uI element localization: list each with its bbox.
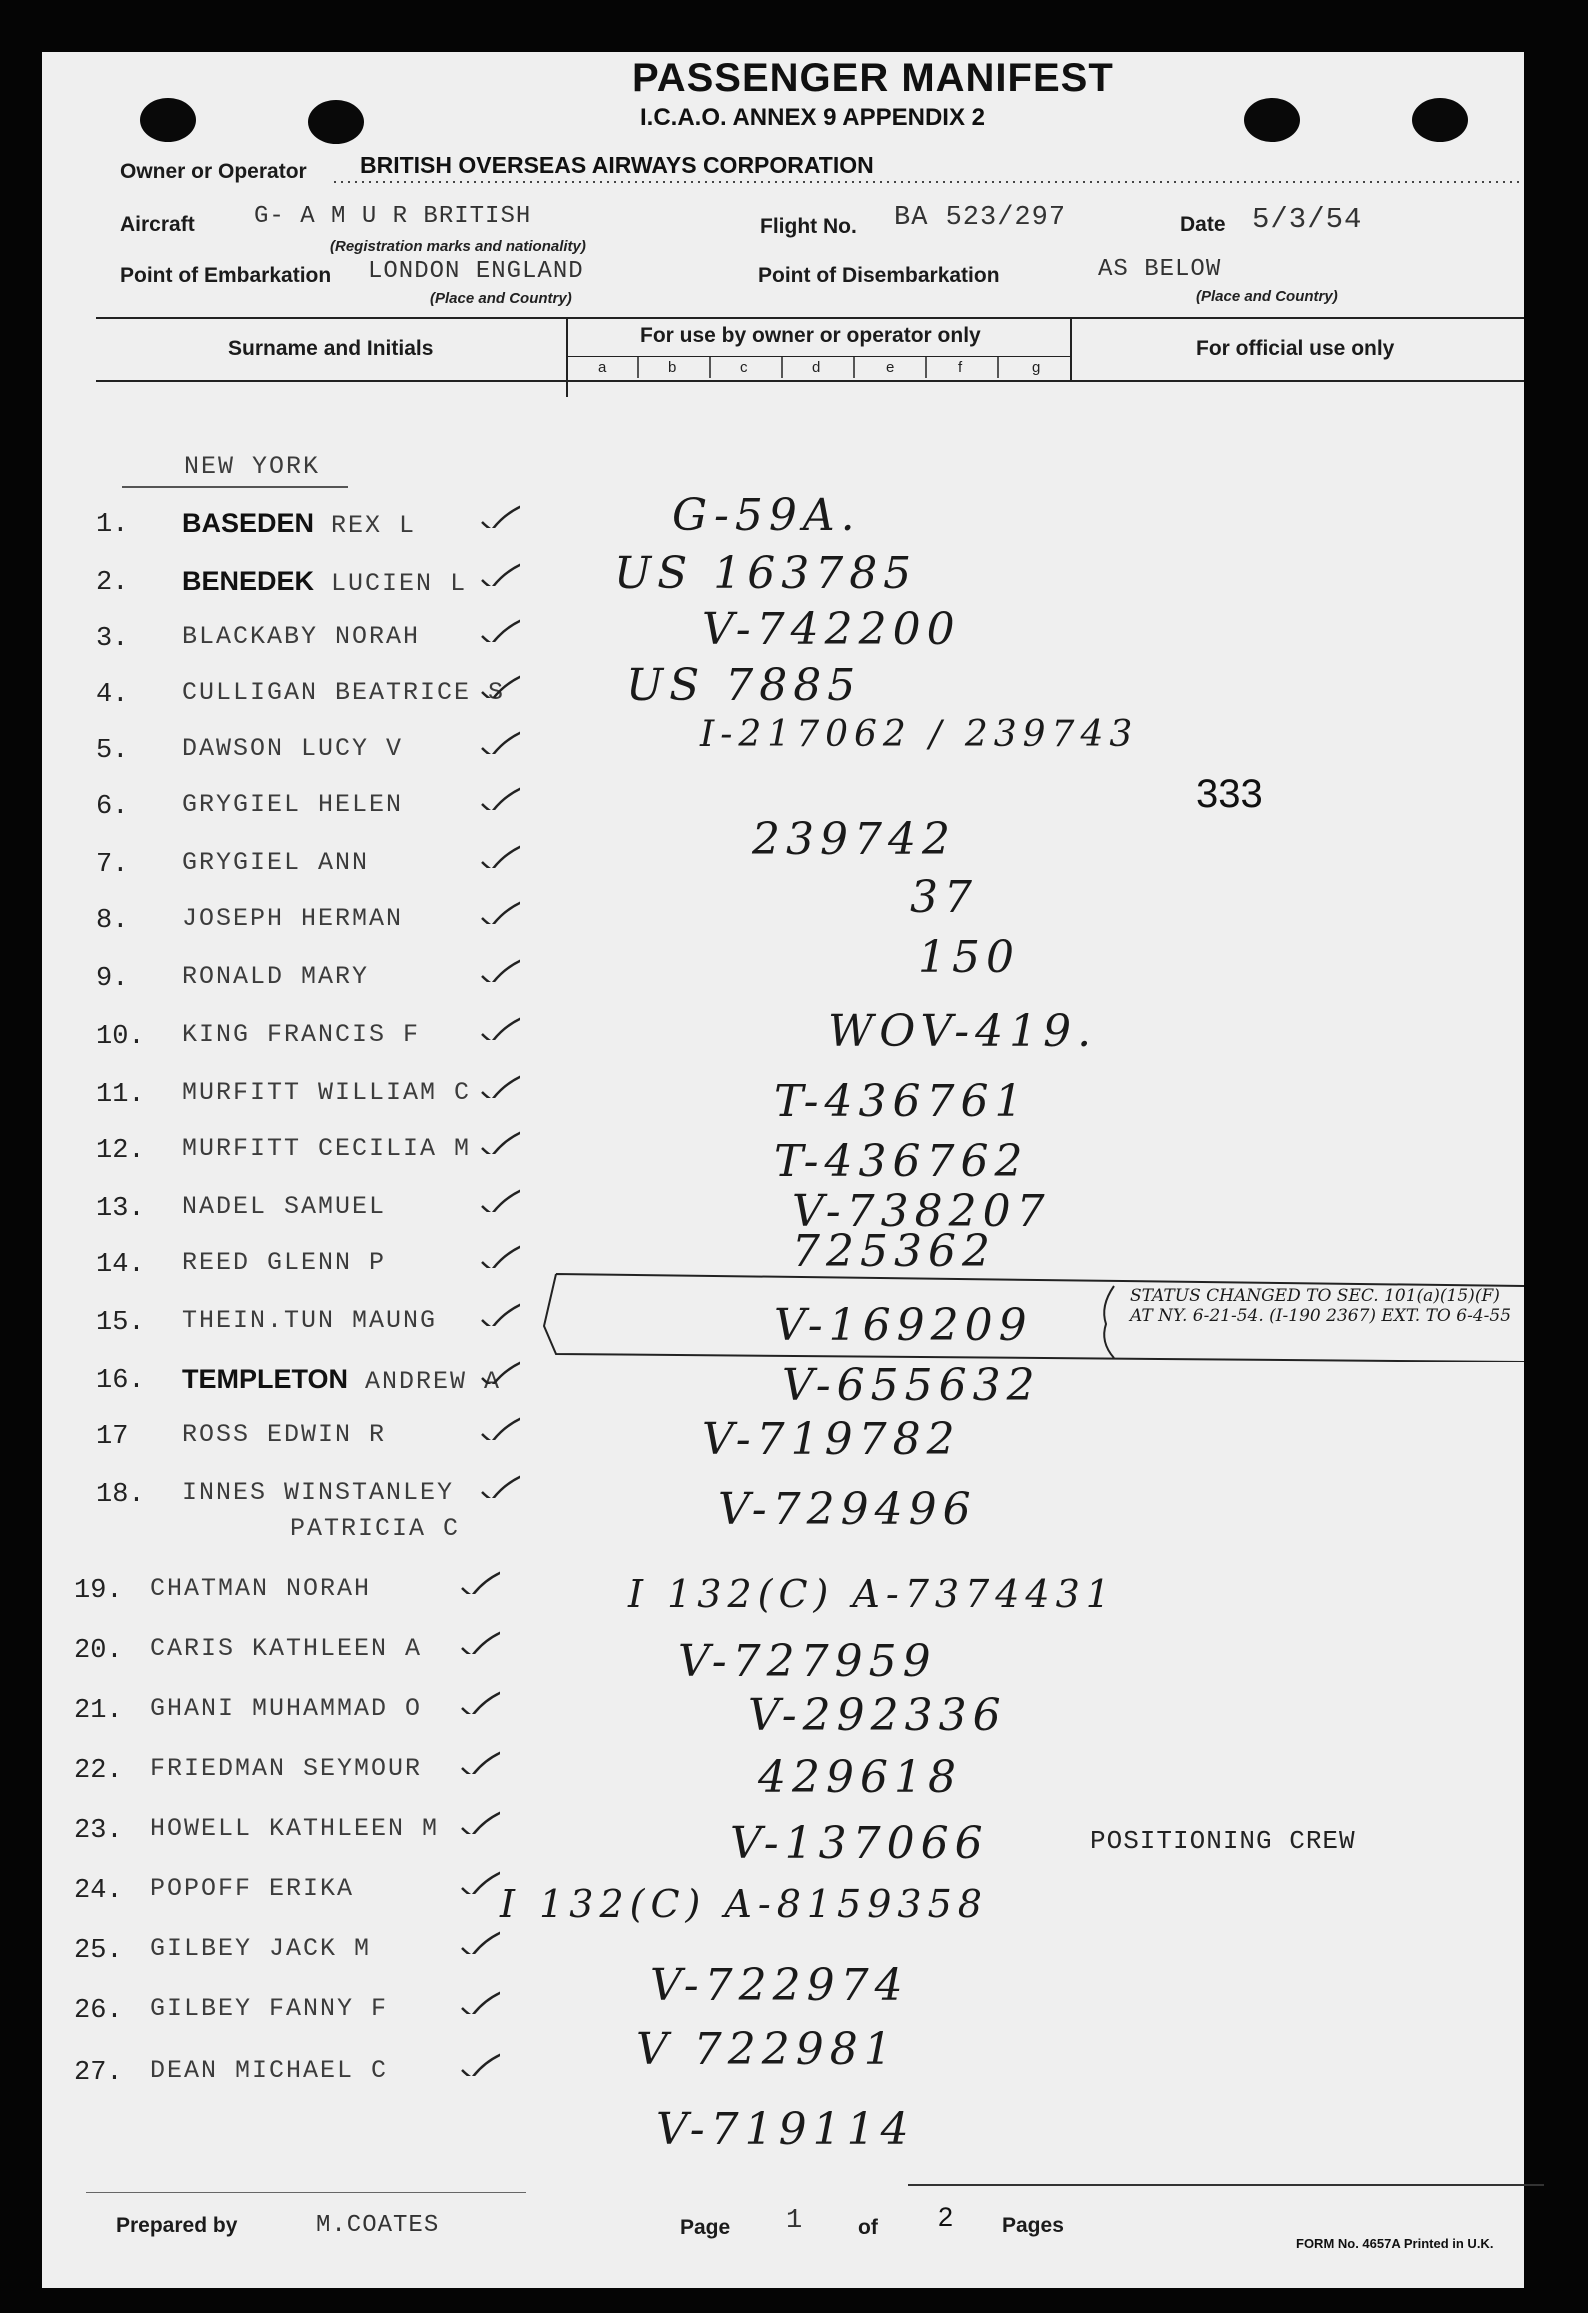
- check-mark-icon: [480, 1016, 520, 1040]
- passenger-name: [150, 1814, 439, 1843]
- table-top-rule: [96, 317, 1524, 319]
- passenger-surname: BASEDEN: [182, 508, 315, 538]
- column-letter-c: c: [740, 359, 748, 376]
- column-letter-g: g: [1032, 359, 1041, 376]
- passenger-given-name: JOSEPH HERMAN: [182, 904, 404, 933]
- passenger-name: [182, 622, 420, 651]
- disembarkation-value: AS BELOW: [1098, 256, 1222, 283]
- passenger-given-name: GRYGIEL HELEN: [182, 790, 404, 819]
- document-number: V-719782: [702, 1414, 961, 1465]
- check-mark-icon: [480, 562, 520, 586]
- passenger-given-name: GRYGIEL ANN: [182, 848, 370, 877]
- passenger-given-name: HOWELL KATHLEEN M: [150, 1814, 440, 1843]
- passenger-name: [182, 508, 416, 540]
- passenger-given-name: THEIN.TUN MAUNG: [182, 1306, 438, 1335]
- passenger-number: 15.: [96, 1308, 145, 1338]
- check-mark-icon: [480, 958, 520, 982]
- column-letter-e: e: [886, 359, 895, 376]
- disembarkation-label: Point of Disembarkation: [758, 264, 1000, 287]
- passenger-name: [182, 1248, 386, 1277]
- passenger-name: [182, 1134, 471, 1163]
- flight-label: Flight No.: [760, 215, 857, 238]
- document-number: US 7885: [626, 660, 862, 711]
- passenger-number: 17: [96, 1422, 129, 1452]
- passenger-name: [182, 678, 505, 707]
- passenger-given-name: RONALD MARY: [182, 962, 370, 991]
- footer-rule: [86, 2192, 526, 2193]
- status-change-note: STATUS CHANGED TO SEC. 101(a)(15)(F) AT NY. 6-21-54. (I-190 2367) EXT. TO 6-4-55: [1130, 1286, 1512, 1326]
- passenger-surname: BENEDEK: [182, 566, 315, 596]
- passenger-given-name: GILBEY JACK M: [150, 1934, 372, 1963]
- check-mark-icon: [460, 1750, 500, 1774]
- passenger-number: 24.: [74, 1876, 123, 1906]
- document-number: I 132(C) A-8159358: [500, 1882, 988, 1926]
- passenger-number: 19.: [74, 1576, 123, 1606]
- column-letter-a: a: [598, 359, 607, 376]
- passenger-given-name: MURFITT WILLIAM C: [182, 1078, 472, 1107]
- page-subtitle: I.C.A.O. ANNEX 9 APPENDIX 2: [640, 104, 985, 131]
- document-number: V-738207: [792, 1186, 1051, 1237]
- passenger-number: 20.: [74, 1636, 123, 1666]
- document-number: T-436761: [774, 1076, 1029, 1127]
- check-mark-icon: [480, 1302, 520, 1326]
- document-number: WOV-419.: [828, 1006, 1098, 1057]
- passenger-surname: TEMPLETON: [182, 1364, 349, 1394]
- passenger-given-name: INNES WINSTANLEY: [182, 1478, 455, 1507]
- page-title: PASSENGER MANIFEST: [632, 56, 1114, 100]
- check-mark-icon: [460, 1870, 500, 1894]
- passenger-number: 18.: [96, 1480, 145, 1510]
- official-use-column-header: For official use only: [1196, 337, 1395, 360]
- passenger-number: 25.: [74, 1936, 123, 1966]
- column-letter-b: b: [668, 359, 677, 376]
- passenger-number: 23.: [74, 1816, 123, 1846]
- passenger-number: 16.: [96, 1366, 145, 1396]
- document-number: 725362: [792, 1226, 996, 1277]
- document-number: V-719114: [656, 2104, 915, 2155]
- check-mark-icon: [480, 674, 520, 698]
- passenger-given-name: FRIEDMAN SEYMOUR: [150, 1754, 423, 1783]
- side-number: 333: [1196, 772, 1263, 816]
- passenger-number: 4.: [96, 680, 129, 710]
- passenger-number: 5.: [96, 736, 129, 766]
- passenger-number: 22.: [74, 1756, 123, 1786]
- passenger-name: [150, 1874, 354, 1903]
- check-mark-icon: [460, 1570, 500, 1594]
- check-mark-icon: [460, 1810, 500, 1834]
- punch-hole: [1412, 98, 1468, 142]
- passenger-number: 27.: [74, 2058, 123, 2088]
- check-mark-icon: [480, 1244, 520, 1268]
- passenger-given-name: DEAN MICHAEL C: [150, 2056, 389, 2085]
- passenger-number: 1.: [96, 510, 129, 540]
- check-mark-icon: [480, 786, 520, 810]
- passenger-name: [150, 1994, 388, 2023]
- document-number: V-727959: [678, 1636, 937, 1687]
- document-number: G-59A.: [672, 490, 861, 541]
- check-mark-icon: [480, 618, 520, 642]
- owner-dotted-line: [334, 180, 1524, 184]
- passenger-name: [182, 1192, 386, 1221]
- footer-rule: [908, 2184, 1544, 2186]
- document-number: 429618: [758, 1752, 962, 1803]
- passenger-number: 8.: [96, 906, 129, 936]
- document-number: 239742: [752, 814, 956, 865]
- pages-label: Pages: [1002, 2214, 1064, 2237]
- passenger-name: [182, 790, 403, 819]
- passenger-name: [182, 848, 369, 877]
- check-mark-icon: [480, 1130, 520, 1154]
- passenger-given-name: REED GLENN P: [182, 1248, 387, 1277]
- column-letter-d: d: [812, 359, 821, 376]
- passenger-given-name: ROSS EDWIN R: [182, 1420, 387, 1449]
- embarkation-value: LONDON ENGLAND: [368, 258, 584, 285]
- document-number: V-655632: [782, 1360, 1041, 1411]
- passenger-given-name: BLACKABY NORAH: [182, 622, 421, 651]
- passenger-given-name: REX L: [331, 511, 417, 540]
- date-value: 5/3/54: [1252, 203, 1363, 236]
- passenger-name: [182, 1306, 437, 1335]
- passenger-number: 14.: [96, 1250, 145, 1280]
- passenger-given-name: GILBEY FANNY F: [150, 1994, 389, 2023]
- check-mark-icon: [460, 1990, 500, 2014]
- document-number: T-436762: [774, 1136, 1029, 1187]
- passenger-number: 2.: [96, 568, 129, 598]
- flight-value: BA 523/297: [894, 203, 1067, 233]
- document-number: V-742200: [702, 604, 961, 655]
- check-mark-icon: [480, 900, 520, 924]
- document-number: 37: [910, 872, 978, 923]
- check-mark-icon: [480, 1474, 520, 1498]
- passenger-number: 21.: [74, 1696, 123, 1726]
- passenger-name: [150, 2056, 388, 2085]
- check-mark-icon: [480, 504, 520, 528]
- passenger-name: [182, 734, 403, 763]
- passenger-name: [150, 1634, 422, 1663]
- passenger-name: [182, 962, 369, 991]
- check-mark-icon: [460, 1690, 500, 1714]
- column-letter-f: f: [958, 359, 963, 376]
- destination-underline: [122, 486, 348, 488]
- prepared-by-label: Prepared by: [116, 2214, 238, 2237]
- aircraft-note: (Registration marks and nationality): [330, 238, 586, 255]
- passenger-number: 12.: [96, 1136, 145, 1166]
- check-mark-icon: [460, 1630, 500, 1654]
- passenger-name: [182, 566, 467, 598]
- passenger-given-name: MURFITT CECILIA M: [182, 1134, 472, 1163]
- passenger-name: [150, 1574, 371, 1603]
- total-pages: 2: [938, 2202, 954, 2232]
- destination-heading: NEW YORK: [184, 452, 321, 481]
- check-mark-icon: [480, 1416, 520, 1440]
- passenger-given-name: LUCIEN L: [331, 569, 468, 598]
- check-mark-icon: [480, 1188, 520, 1212]
- document-number: V-137066: [730, 1818, 989, 1869]
- document-number: V-729496: [718, 1484, 977, 1535]
- owner-label: Owner or Operator: [120, 160, 307, 183]
- passenger-name: [150, 1934, 371, 1963]
- passenger-given-name: POPOFF ERIKA: [150, 1874, 355, 1903]
- check-mark-icon: [480, 844, 520, 868]
- document-number: V-722974: [650, 1960, 909, 2011]
- passenger-number: 13.: [96, 1194, 145, 1224]
- document-number: V-169209: [774, 1300, 1033, 1351]
- check-mark-icon: [480, 730, 520, 754]
- passenger-number: 26.: [74, 1996, 123, 2026]
- passenger-name: [150, 1754, 422, 1783]
- check-mark-icon: [460, 1930, 500, 1954]
- passenger-name: [182, 1078, 471, 1107]
- prepared-by-value: M.COATES: [316, 2212, 440, 2239]
- embarkation-label: Point of Embarkation: [120, 264, 332, 287]
- passenger-number: 9.: [96, 964, 129, 994]
- aircraft-label: Aircraft: [120, 213, 195, 236]
- passenger-given-name: CULLIGAN BEATRICE S: [182, 678, 506, 707]
- owner-value: BRITISH OVERSEAS AIRWAYS CORPORATION: [360, 152, 874, 178]
- passenger-number: 7.: [96, 850, 129, 880]
- page-number: 1: [786, 2206, 804, 2236]
- passenger-number: 3.: [96, 624, 129, 654]
- passenger-name: [182, 1364, 501, 1396]
- passenger-name: [182, 1020, 420, 1049]
- of-label: of: [858, 2216, 878, 2239]
- form-number: FORM No. 4657A Printed in U.K.: [1296, 2236, 1494, 2251]
- document-number: I-217062 / 239743: [700, 714, 1139, 755]
- page-label: Page: [680, 2216, 731, 2239]
- check-mark-icon: [460, 2052, 500, 2076]
- check-mark-icon: [480, 1360, 520, 1384]
- positioning-crew-note: POSITIONING CREW: [1090, 1826, 1356, 1856]
- passenger-number: 11.: [96, 1080, 145, 1110]
- passenger-name: [182, 904, 403, 933]
- passenger-number: 6.: [96, 792, 129, 822]
- owner-use-column-header: For use by owner or operator only: [640, 324, 981, 347]
- document-number: V 722981: [636, 2024, 898, 2075]
- passenger-given-name: KING FRANCIS F: [182, 1020, 421, 1049]
- passenger-given-name: GHANI MUHAMMAD O: [150, 1694, 423, 1723]
- aircraft-value: G- A M U R BRITISH: [254, 203, 532, 230]
- check-mark-icon: [480, 1074, 520, 1098]
- date-label: Date: [1180, 213, 1226, 236]
- punch-hole: [140, 98, 196, 142]
- subcolumn-ticks: [566, 356, 1072, 396]
- passenger-name-continued: PATRICIA C: [290, 1514, 461, 1543]
- embarkation-note: (Place and Country): [430, 290, 572, 307]
- passenger-number: 10.: [96, 1022, 145, 1052]
- passenger-given-name: CHATMAN NORAH: [150, 1574, 372, 1603]
- document-number: I 132(C) A-7374431: [628, 1572, 1116, 1616]
- passenger-given-name: CARIS KATHLEEN A: [150, 1634, 423, 1663]
- punch-hole: [1244, 98, 1300, 142]
- document-number: V-292336: [748, 1690, 1007, 1741]
- punch-hole: [308, 100, 364, 144]
- passenger-name: [150, 1694, 422, 1723]
- surname-column-header: Surname and Initials: [228, 337, 434, 360]
- document-number: US 163785: [614, 548, 918, 599]
- passenger-given-name: DAWSON LUCY V: [182, 734, 404, 763]
- passenger-name: [182, 1478, 454, 1507]
- passenger-given-name: ANDREW A: [365, 1367, 502, 1396]
- passenger-given-name: NADEL SAMUEL: [182, 1192, 387, 1221]
- disembarkation-note: (Place and Country): [1196, 288, 1338, 305]
- passenger-name: [182, 1420, 386, 1449]
- document-number: 150: [918, 932, 1020, 983]
